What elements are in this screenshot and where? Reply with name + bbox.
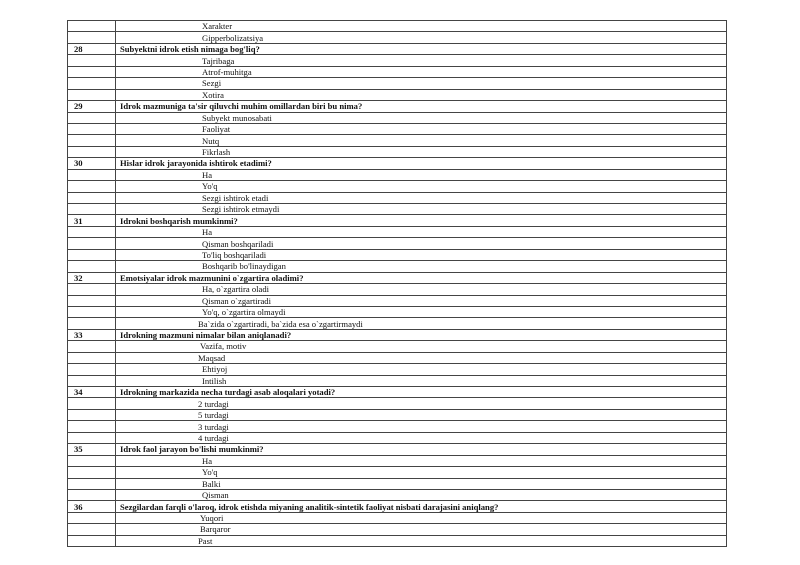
answer-option-row: [68, 226, 727, 237]
answer-option-row: [68, 512, 727, 523]
question-number: [68, 398, 116, 409]
question-number: 35: [68, 444, 116, 455]
question-row: [68, 158, 727, 169]
answer-option-row: [68, 66, 727, 77]
question-number: [68, 306, 116, 317]
answer-option: Fikrlash: [116, 146, 727, 157]
answer-option: Ha, o`zgartira oladi: [116, 284, 727, 295]
question-number: 32: [68, 272, 116, 283]
answer-option-row: [68, 249, 727, 260]
answer-option-row: [68, 238, 727, 249]
question-number: [68, 524, 116, 535]
answer-option-row: [68, 478, 727, 489]
answer-option-row: [68, 432, 727, 443]
question-number: [68, 478, 116, 489]
question-number: [68, 135, 116, 146]
answer-option: Ha: [116, 455, 727, 466]
answer-option-row: [68, 489, 727, 500]
answer-option-row: [68, 398, 727, 409]
answer-option-row: [68, 112, 727, 123]
question-table-body: [68, 21, 727, 547]
answer-option: Nutq: [116, 135, 727, 146]
answer-option-row: [68, 55, 727, 66]
question-row: [68, 444, 727, 455]
question-number: [68, 409, 116, 420]
answer-option: To'liq boshqariladi: [116, 249, 727, 260]
answer-option: Atrof-muhitga: [116, 66, 727, 77]
question-number: [68, 421, 116, 432]
question-text: Idrokning markazida necha turdagi asab aloqalari yotadi?: [116, 387, 727, 398]
question-number: [68, 295, 116, 306]
answer-option-row: [68, 135, 727, 146]
question-text: Idrok faol jarayon bo'lishi mumkinmi?: [116, 444, 727, 455]
question-number: [68, 352, 116, 363]
question-number: [68, 467, 116, 478]
answer-option: Sezgi: [116, 78, 727, 89]
answer-option: Xarakter: [116, 21, 727, 32]
question-number: [68, 375, 116, 386]
question-row: [68, 501, 727, 512]
question-number: [68, 204, 116, 215]
answer-option-row: [68, 295, 727, 306]
question-number: [68, 66, 116, 77]
answer-option-row: [68, 306, 727, 317]
answer-option: Ba`zida o`zgartiradi, ba`zida esa o`zgartirmaydi: [116, 318, 727, 329]
question-number: [68, 55, 116, 66]
question-row: [68, 272, 727, 283]
answer-option: Qisman: [116, 489, 727, 500]
question-row: [68, 387, 727, 398]
answer-option-row: [68, 169, 727, 180]
answer-option: Xotira: [116, 89, 727, 100]
answer-option-row: [68, 181, 727, 192]
question-number: [68, 146, 116, 157]
answer-option-row: [68, 78, 727, 89]
question-table: [67, 20, 727, 547]
answer-option-row: [68, 204, 727, 215]
answer-option: Yo'q, o`zgartira olmaydi: [116, 306, 727, 317]
answer-option-row: [68, 455, 727, 466]
question-number: [68, 32, 116, 43]
question-number: [68, 535, 116, 546]
question-number: [68, 341, 116, 352]
question-number: 29: [68, 101, 116, 112]
question-number: [68, 512, 116, 523]
question-number: [68, 238, 116, 249]
question-number: 31: [68, 215, 116, 226]
answer-option: Past: [116, 535, 727, 546]
answer-option-row: [68, 21, 727, 32]
answer-option-row: [68, 89, 727, 100]
answer-option-row: [68, 192, 727, 203]
answer-option-row: [68, 421, 727, 432]
answer-option-row: [68, 284, 727, 295]
answer-option-row: [68, 524, 727, 535]
answer-option: Subyekt munosabati: [116, 112, 727, 123]
question-number: 28: [68, 43, 116, 54]
question-number: [68, 261, 116, 272]
answer-option: Qisman boshqariladi: [116, 238, 727, 249]
question-text: Subyektni idrok etish nimaga bog'liq?: [116, 43, 727, 54]
answer-option-row: [68, 318, 727, 329]
answer-option: Boshqarib bo'linaydigan: [116, 261, 727, 272]
question-row: [68, 101, 727, 112]
answer-option-row: [68, 535, 727, 546]
question-number: 33: [68, 329, 116, 340]
answer-option-row: [68, 261, 727, 272]
answer-option: Sezgi ishtirok etmaydi: [116, 204, 727, 215]
answer-option-row: [68, 409, 727, 420]
question-number: [68, 169, 116, 180]
question-number: [68, 226, 116, 237]
question-row: [68, 215, 727, 226]
answer-option: Gipperbolizatsiya: [116, 32, 727, 43]
question-text: Idrok mazmuniga ta'sir qiluvchi muhim omillardan biri bu nima?: [116, 101, 727, 112]
answer-option: Yuqori: [116, 512, 727, 523]
answer-option-row: [68, 352, 727, 363]
question-number: [68, 432, 116, 443]
question-text: Idrokni boshqarish mumkinmi?: [116, 215, 727, 226]
answer-option: Yo'q: [116, 181, 727, 192]
answer-option: Tajribaga: [116, 55, 727, 66]
question-number: [68, 489, 116, 500]
answer-option: Ha: [116, 169, 727, 180]
answer-option: Faoliyat: [116, 123, 727, 134]
question-text: Idrokning mazmuni nimalar bilan aniqlanadi?: [116, 329, 727, 340]
answer-option: 4 turdagi: [116, 432, 727, 443]
question-number: [68, 284, 116, 295]
answer-option: Ehtiyoj: [116, 364, 727, 375]
question-number: [68, 181, 116, 192]
question-row: [68, 329, 727, 340]
question-number: [68, 21, 116, 32]
answer-option: Maqsad: [116, 352, 727, 363]
question-text: Hislar idrok jarayonida ishtirok etadimi?: [116, 158, 727, 169]
answer-option: Intilish: [116, 375, 727, 386]
question-number: [68, 112, 116, 123]
answer-option-row: [68, 341, 727, 352]
question-number: [68, 455, 116, 466]
question-number: [68, 364, 116, 375]
answer-option: Qisman o`zgartiradi: [116, 295, 727, 306]
question-number: 36: [68, 501, 116, 512]
answer-option-row: [68, 467, 727, 478]
question-row: [68, 43, 727, 54]
question-number: [68, 89, 116, 100]
answer-option-row: [68, 364, 727, 375]
answer-option-row: [68, 146, 727, 157]
answer-option: Barqaror: [116, 524, 727, 535]
question-text: Emotsiyalar idrok mazmunini o`zgartira oladimi?: [116, 272, 727, 283]
answer-option: 5 turdagi: [116, 409, 727, 420]
answer-option: Sezgi ishtirok etadi: [116, 192, 727, 203]
question-number: [68, 78, 116, 89]
question-number: [68, 249, 116, 260]
answer-option: 2 turdagi: [116, 398, 727, 409]
question-text: Sezgilardan farqli o'laroq, idrok etishda miyaning analitik-sintetik faoliyat nisbati darajasini aniqlang?: [116, 501, 727, 512]
question-number: 30: [68, 158, 116, 169]
answer-option: 3 turdagi: [116, 421, 727, 432]
answer-option-row: [68, 123, 727, 134]
question-number: [68, 123, 116, 134]
question-number: 34: [68, 387, 116, 398]
answer-option: Vazifa, motiv: [116, 341, 727, 352]
answer-option-row: [68, 375, 727, 386]
question-number: [68, 192, 116, 203]
answer-option-row: [68, 32, 727, 43]
question-number: [68, 318, 116, 329]
answer-option: Balki: [116, 478, 727, 489]
answer-option: Ha: [116, 226, 727, 237]
answer-option: Yo'q: [116, 467, 727, 478]
